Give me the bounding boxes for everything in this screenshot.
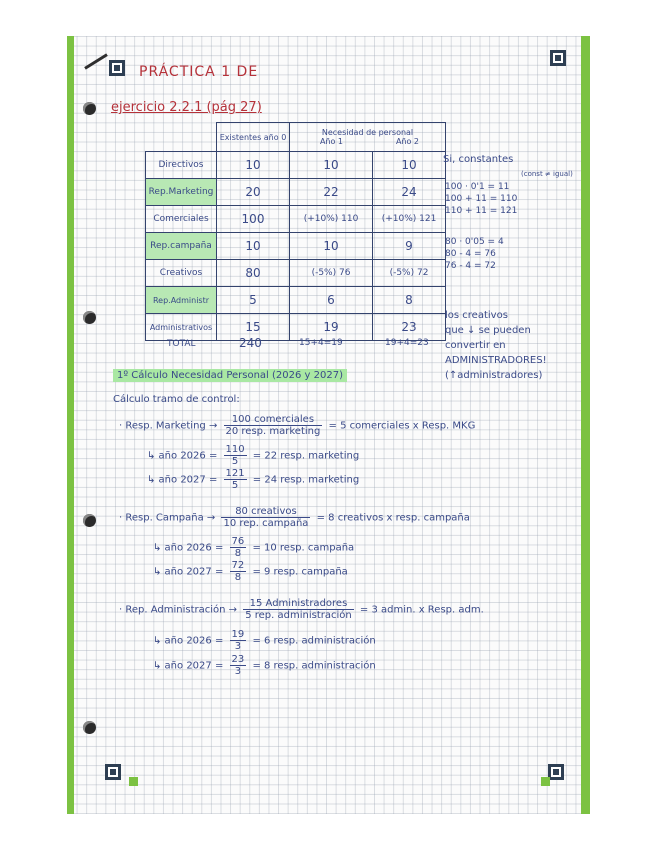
page-title: PRÁCTICA 1 DE [139,64,259,80]
table-header-row [146,123,446,152]
notebook-page [67,36,590,814]
punch-hole-icon [83,102,96,115]
sum-year2: 19+4=23 [385,338,429,348]
exercise-title: ejercicio 2.2.1 (pág 27) [111,100,262,115]
right-green-margin [581,36,590,814]
table-row: Creativos 80 (-5%) 76 (-5%) 72 [146,260,446,287]
marketing-2027: ↳ año 2027 = $\frac{121}{5}$ = 24 resp. marketing [147,468,360,491]
corner-marker-bottom-left-icon [105,764,121,780]
header-existentes: Existentes año 0 [217,123,290,152]
table-row: Administrativos 15 19 23 [146,314,446,341]
calc-creativos: 80 · 0'05 = 4 80 - 4 = 76 76 - 4 = 72 [445,237,504,271]
table-row: Rep.Marketing 20 22 24 [146,179,446,206]
administracion-2026: ↳ año 2026 = $\frac{19}{3}$ = 6 resp. administración [153,629,376,652]
table-row: Rep.campaña 10 10 9 [146,233,446,260]
table-row: Rep.Administr 5 6 8 [146,287,446,314]
total-label: TOTAL [167,339,196,349]
note-creativos: los creativos que ↓ se pueden convertir en ADMINISTRADORES! (↑administradores) [445,310,547,381]
administracion-2027: ↳ año 2027 = $\frac{23}{3}$ = 8 resp. administración [153,654,376,677]
green-square-icon [541,777,550,786]
punch-hole-icon [83,311,96,324]
campana-2026: ↳ año 2026 = $\frac{76}{8}$ = 10 resp. campaña [153,536,355,559]
subsection-title: Cálculo tramo de control: [113,394,240,405]
pen-mark [84,53,108,69]
marketing-formula: · Resp. Marketing → $\frac{\text{100 comerciales}}{\text{20 resp. marketing}}$ = 5 comerciales x Resp. MKG [119,414,476,437]
punch-hole-icon [83,514,96,527]
calc-comerciales: 100 · 0'1 = 11 100 + 11 = 110 110 + 11 = 121 [445,182,518,216]
personnel-table [145,122,446,341]
green-square-icon [129,777,138,786]
table-row: Directivos 10 10 10 [146,152,446,179]
left-green-margin [67,36,74,814]
corner-marker-top-right-icon [550,50,566,66]
corner-marker-top-left-icon [109,60,125,76]
punch-hole-icon [83,721,96,734]
administracion-formula: · Rep. Administración → $\frac{\text{15 Administradores}}{\text{5 rep. administración}}$ = 3 admin. x Resp. adm. [119,598,484,621]
total-row [145,336,445,354]
campana-2027: ↳ año 2027 = $\frac{72}{8}$ = 9 resp. campaña [153,560,348,583]
header-necesidad: Necesidad de personal Año 1 Año 2 [290,123,446,152]
total-value: 240 [239,336,262,350]
note-constantes-aside: (const ≠ igual) [521,170,573,178]
marketing-2026: ↳ año 2026 = $\frac{110}{5}$ = 22 resp. marketing [147,444,360,467]
section-heading: 1º Cálculo Necesidad Personal (2026 y 2027) [113,369,347,382]
sum-year1: 15+4=19 [299,338,343,348]
table-row: Comerciales 100 (+10%) 110 (+10%) 121 [146,206,446,233]
campana-formula: · Resp. Campaña → $\frac{\text{80 creativos}}{\text{10 rep. campaña}}$ = 8 creativos x resp. campaña [119,506,470,529]
corner-marker-bottom-right-icon [548,764,564,780]
note-constantes: Si, constantes [443,154,514,165]
